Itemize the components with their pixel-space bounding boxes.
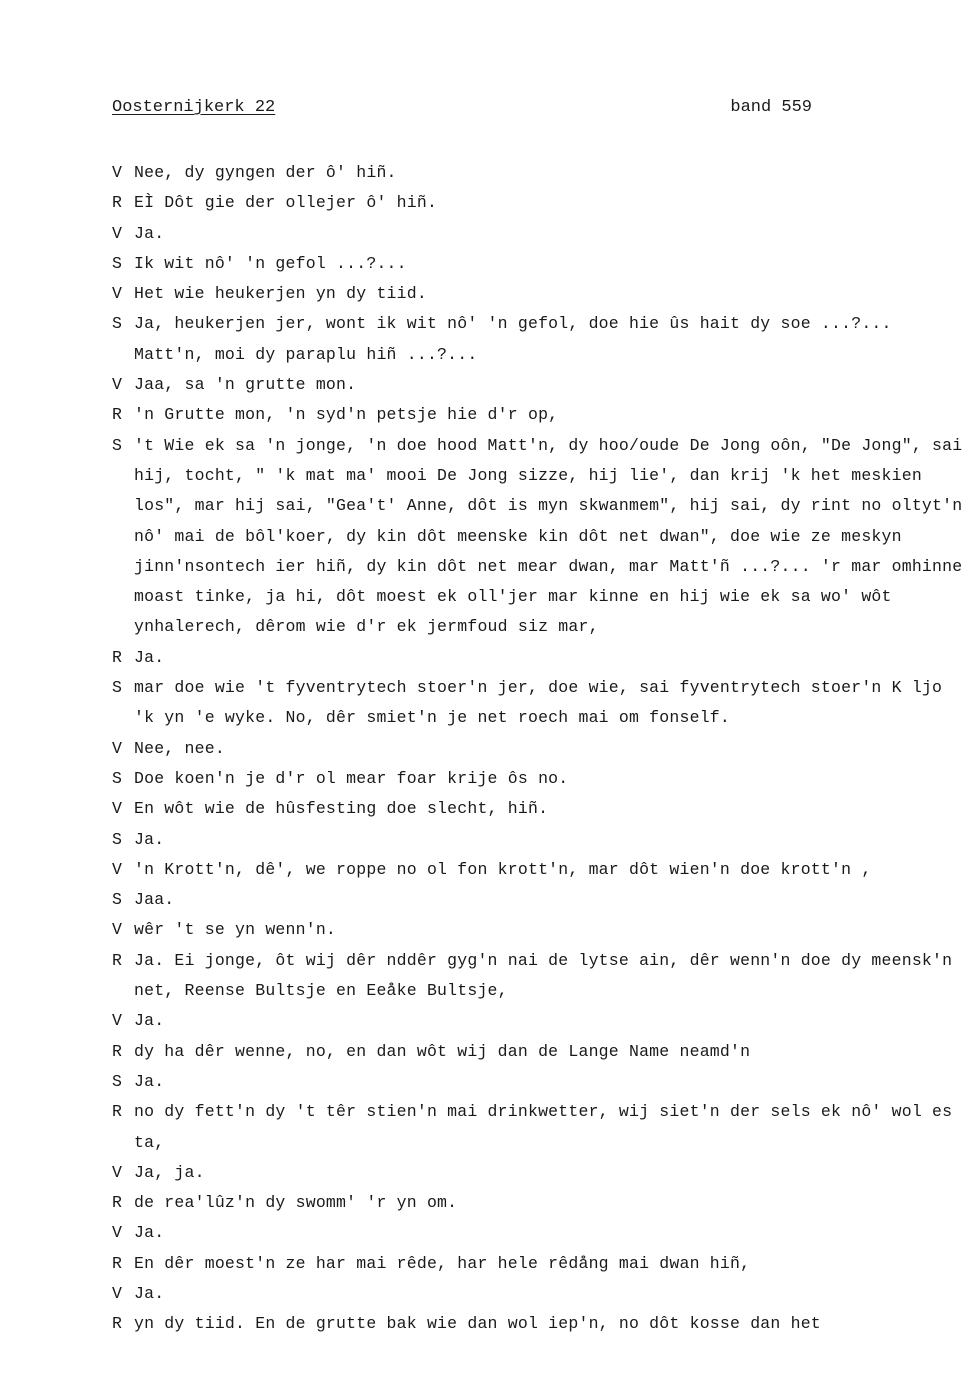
speaker-label: R [112, 1102, 122, 1122]
turn-text: Ja. [134, 647, 165, 667]
speaker-label: V [112, 738, 122, 758]
turn-text: Nee, nee. [134, 738, 225, 758]
speaker-label: R [112, 1253, 122, 1273]
speaker-label: V [112, 1162, 122, 1182]
transcript-turn [112, 915, 967, 945]
transcript-turn [112, 249, 967, 279]
transcript-turn [112, 1158, 967, 1188]
transcript-turn [112, 1188, 967, 1218]
document-title: Oosternijkerk 22 [112, 98, 276, 117]
speaker-label: S [112, 435, 122, 455]
turn-text: Jaa, sa 'n grutte mon. [134, 375, 357, 395]
speaker-label: R [112, 1193, 122, 1213]
transcript-turn [112, 1006, 967, 1036]
turn-text: Ja, heukerjen jer, wont ik wit nô' 'n gefol, doe hie ûs hait dy soe ...?... Matt'n, moi dy paraplu hiñ ...?... [134, 314, 902, 364]
speaker-label: V [112, 284, 122, 304]
transcript-body [112, 158, 973, 1340]
transcript-turn [112, 885, 967, 915]
transcript-turn [112, 946, 967, 1007]
turn-text: 'n Krott'n, dê', we roppe no ol fon krott'n, mar dôt wien'n doe krott'n , [134, 859, 872, 879]
transcript-turn [112, 309, 967, 370]
turn-text: Ja. [134, 1283, 165, 1303]
speaker-label: S [112, 314, 122, 334]
speaker-label: V [112, 163, 122, 182]
transcript-turn [112, 1249, 967, 1279]
speaker-label: R [112, 405, 122, 425]
turn-text: En dêr moest'n ze har mai rêde, har hele rêdång mai dwan hiñ, [134, 1253, 751, 1273]
transcript-turn [112, 158, 967, 188]
transcript-turn [112, 855, 967, 885]
transcript-turn [112, 794, 967, 824]
turn-text: En wôt wie de hûsfesting doe slecht, hiñ. [134, 799, 549, 819]
speaker-label: R [112, 1041, 122, 1061]
turn-text: Ja, ja. [134, 1162, 205, 1182]
turn-text: 't Wie ek sa 'n jonge, 'n doe hood Matt'n, dy hoo/oude De Jong oôn, "De Jong", sai hij, tocht, " 'k mat ma' mooi De Jong sizze, hij lie', dan krij 'k het meskien los", mar hij sai, "Gea't' Anne, dôt is myn skwanmem", hij sai, dy rint no oltyt'n nô' mai de bôl'koer, dy kin dôt meenske kin dôt net dwan", doe wie ze meskyn jinn'nsontech ier hiñ, dy kin dôt net mear dwan, mar Matt'ñ ...?... 'r mar omhinne moast tinke, ja hi, dôt moest ek oll'jer mar kinne en hij wie ek sa wo' wôt ynhalerech, dêrom wie d'r ek jermfoud siz mar, [134, 435, 973, 637]
turn-text: de rea'lûz'n dy swomm' 'r yn om. [134, 1193, 458, 1213]
turn-text: Jaa. [134, 890, 175, 910]
transcript-turn [112, 431, 973, 643]
turn-text: no dy fett'n dy 't têr stien'n mai drinkwetter, wij siet'n der sels ek nô' wol es ta, [134, 1102, 963, 1152]
transcript-turn [112, 1309, 967, 1339]
speaker-label: R [112, 647, 122, 667]
turn-text: Ja. [134, 829, 165, 849]
speaker-label: V [112, 1283, 122, 1303]
transcript-turn [112, 825, 967, 855]
turn-text: dy ha dêr wenne, no, en dan wôt wij dan de Lange Name neamd'n [134, 1041, 751, 1061]
turn-text: 'n Grutte mon, 'n syd'n petsje hie d'r op, [134, 405, 559, 425]
turn-text: EÌ Dôt gie der ollejer ô' hiñ. [134, 193, 438, 213]
speaker-label: R [112, 950, 122, 970]
speaker-label: S [112, 890, 122, 910]
transcript-turn [112, 188, 967, 218]
speaker-label: R [112, 1314, 122, 1334]
turn-text: Nee, dy gyngen der ô' hiñ. [134, 163, 397, 182]
transcript-turn [112, 1067, 967, 1097]
turn-text: Ik wit nô' 'n gefol ...?... [134, 253, 407, 273]
speaker-label: V [112, 1223, 122, 1243]
turn-text: Ja. Ei jonge, ôt wij dêr nddêr gyg'n nai de lytse ain, dêr wenn'n doe dy meensk'n net, Reense Bultsje en Eeåke Bultsje, [134, 950, 963, 1001]
transcript-turn [112, 1279, 967, 1309]
transcript-turn [112, 734, 967, 764]
transcript-turn [112, 1037, 967, 1067]
band-number: band 559 [730, 98, 812, 117]
transcript-turn [112, 370, 967, 400]
speaker-label: V [112, 799, 122, 819]
speaker-label: V [112, 375, 122, 395]
page-header [112, 98, 812, 126]
speaker-label: V [112, 920, 122, 940]
turn-text: Ja. [134, 1223, 165, 1243]
transcript-turn [112, 279, 967, 309]
transcript-turn [112, 1097, 967, 1158]
speaker-label: S [112, 768, 122, 788]
transcript-turn [112, 673, 967, 734]
speaker-label: S [112, 678, 122, 698]
transcript-turn [112, 643, 967, 673]
speaker-label: V [112, 1011, 122, 1031]
transcript-turn [112, 1218, 967, 1248]
transcript-turn [112, 400, 967, 430]
speaker-label: V [112, 859, 122, 879]
turn-text: yn dy tiid. En de grutte bak wie dan wol iep'n, no dôt kosse dan het [134, 1314, 821, 1334]
turn-text: Doe koen'n je d'r ol mear foar krije ôs no. [134, 768, 569, 788]
transcript-turn [112, 219, 967, 249]
speaker-label: S [112, 253, 122, 273]
turn-text: mar doe wie 't fyventrytech stoer'n jer, doe wie, sai fyventrytech stoer'n K ljo 'k yn 'e wyke. No, dêr smiet'n je net roech mai om fonself. [134, 678, 953, 728]
turn-text: Het wie heukerjen yn dy tiid. [134, 284, 427, 304]
speaker-label: V [112, 223, 122, 243]
turn-text: wêr 't se yn wenn'n. [134, 920, 337, 940]
turn-text: Ja. [134, 223, 165, 243]
speaker-label: S [112, 829, 122, 849]
turn-text: Ja. [134, 1011, 165, 1031]
speaker-label: S [112, 1071, 122, 1091]
transcript-turn [112, 764, 967, 794]
speaker-label: R [112, 193, 122, 213]
turn-text: Ja. [134, 1071, 165, 1091]
